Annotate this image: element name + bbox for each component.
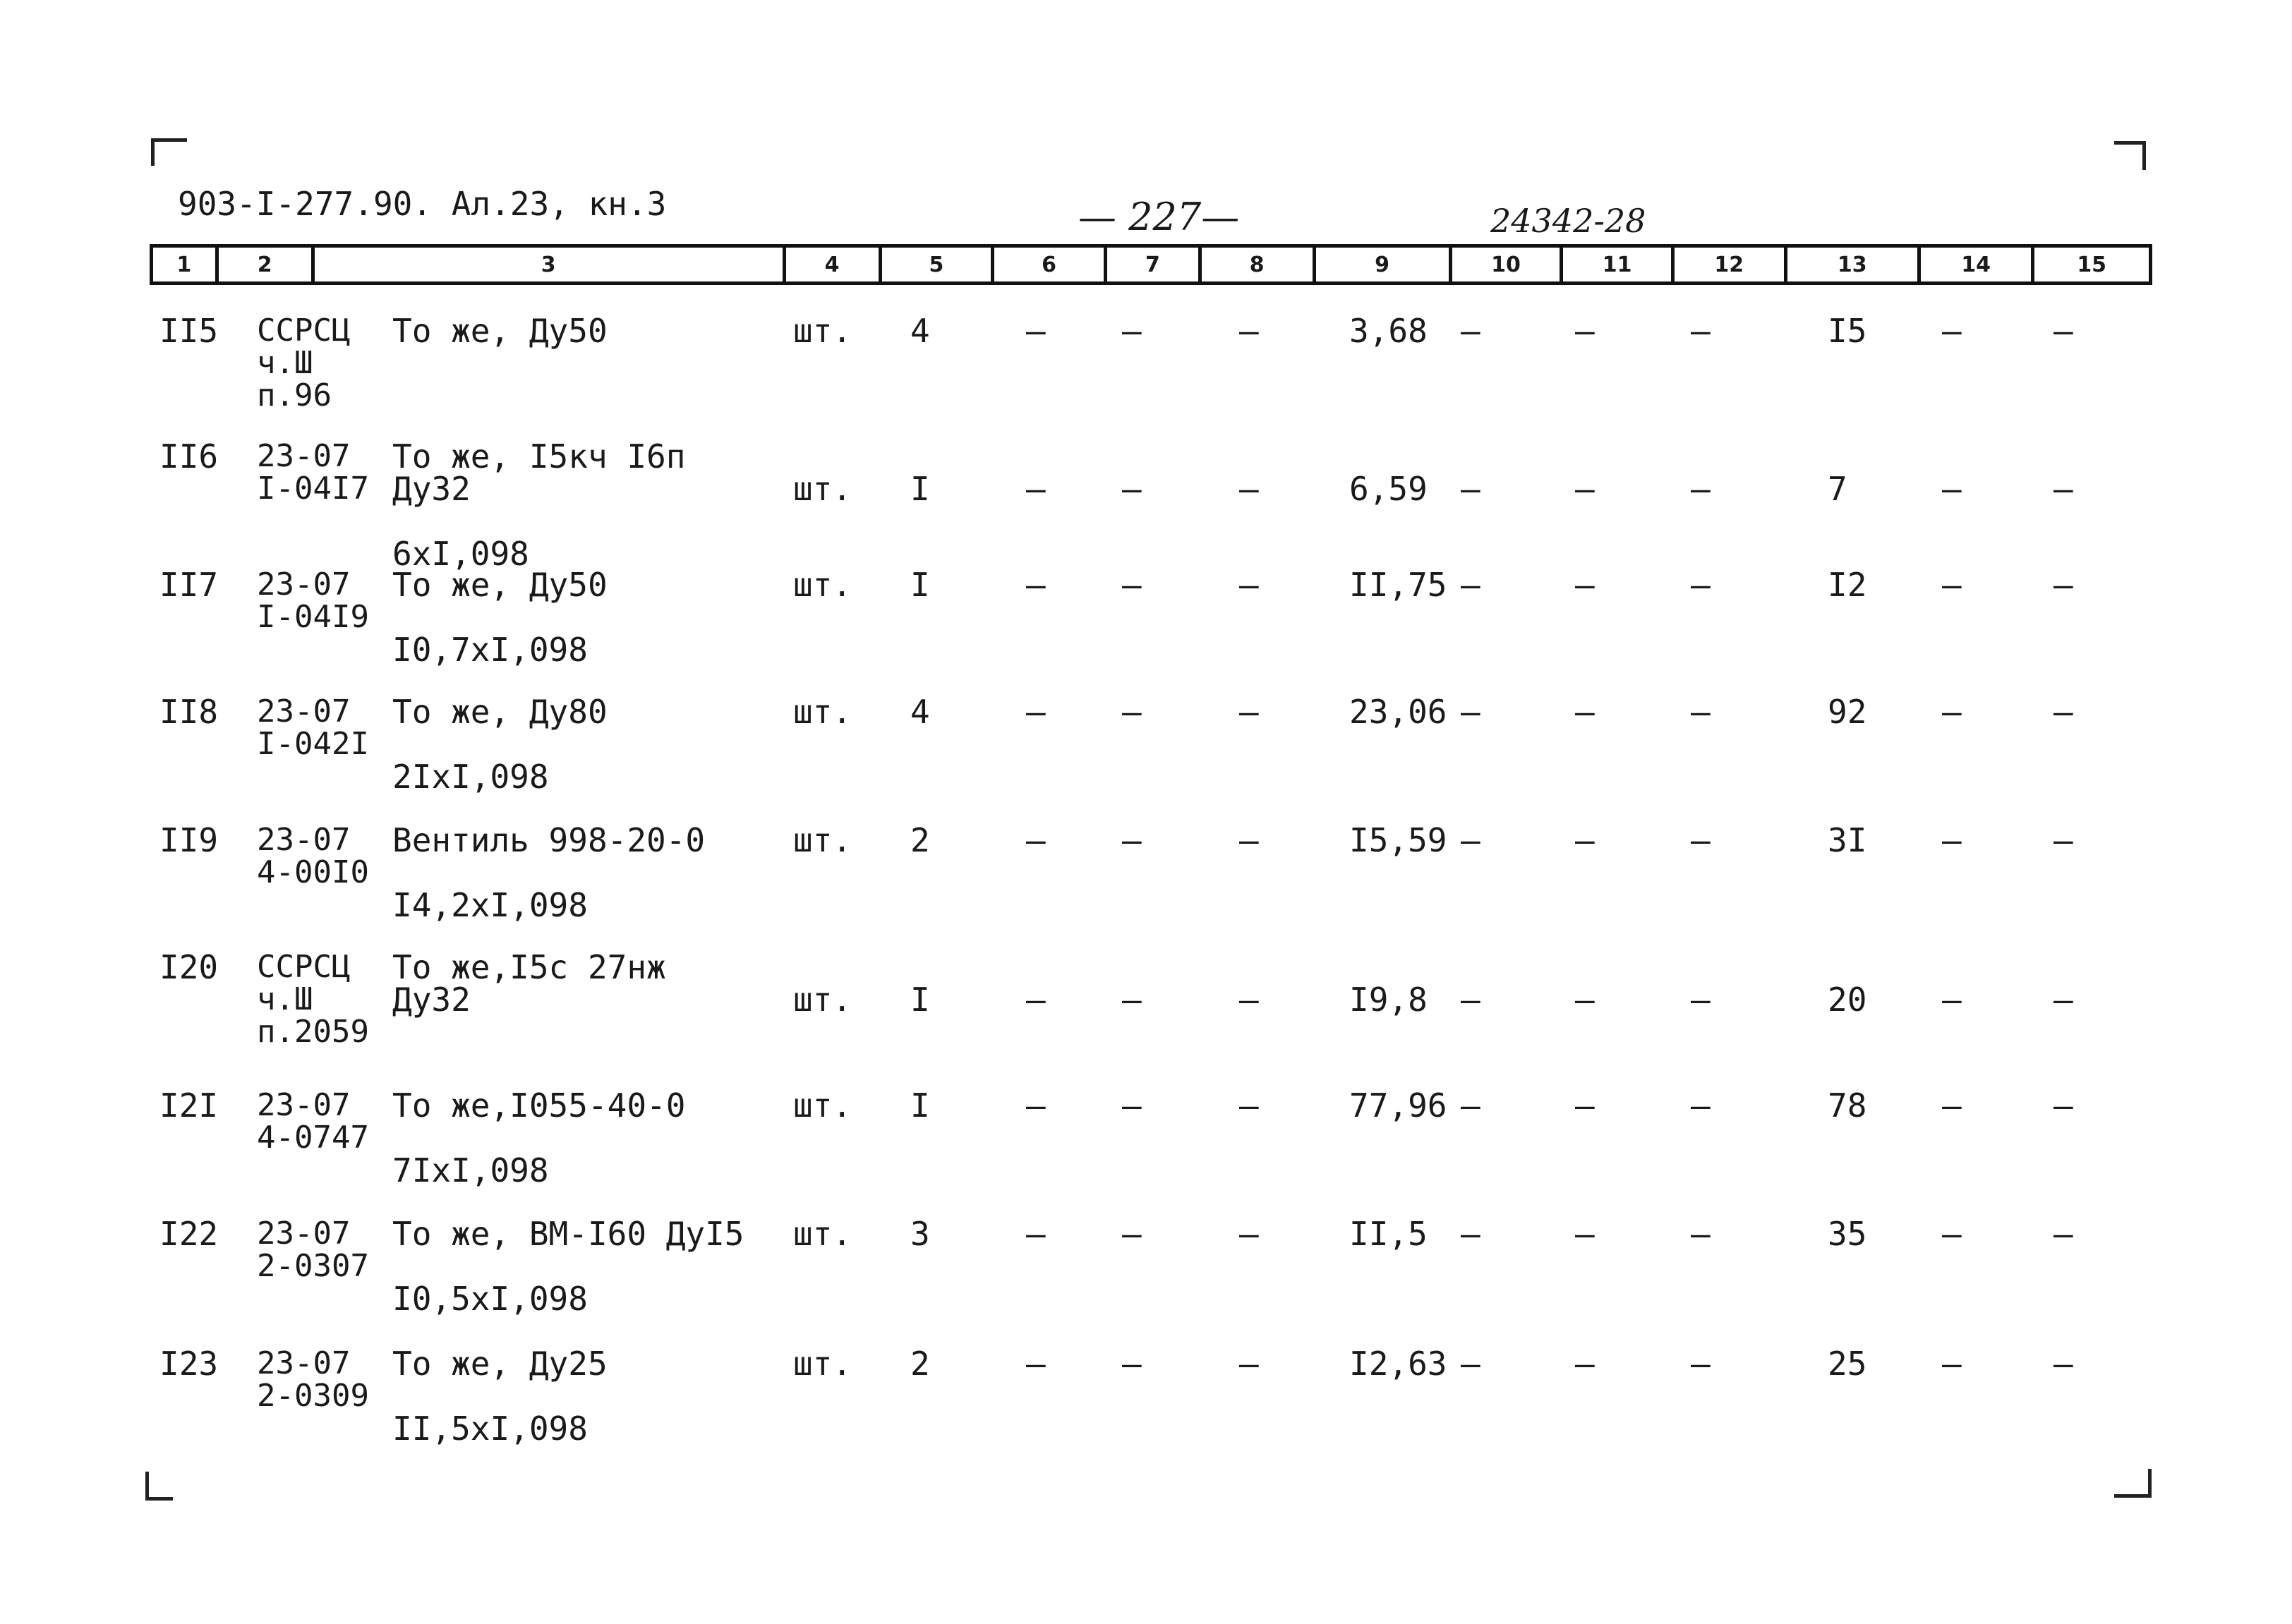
row-number: II8 <box>159 693 219 731</box>
sheet-id: 24342-28 <box>1490 202 1646 240</box>
col12-value: – <box>1691 566 1711 604</box>
col11-value: – <box>1575 1345 1595 1383</box>
col6-value: – <box>1026 821 1046 859</box>
col12-value: – <box>1691 470 1711 508</box>
row-number: II7 <box>159 566 219 604</box>
quantity: I <box>910 1086 930 1125</box>
col8-value: – <box>1239 821 1259 859</box>
item-description: То же, I5кч I6п Ду32 6хI,098 <box>392 437 686 573</box>
total-value: 35 <box>1828 1215 1867 1253</box>
col8-value: – <box>1239 566 1259 604</box>
unit-price: I9,8 <box>1349 981 1428 1019</box>
col8-value: – <box>1239 1345 1259 1383</box>
row-number: II9 <box>159 821 219 859</box>
unit-of-measure: шт. <box>793 981 852 1019</box>
col8-value: – <box>1239 312 1259 350</box>
unit-of-measure: шт. <box>793 312 852 350</box>
item-description: То же, ВМ-I60 ДуI5 I0,5хI,098 <box>392 1215 744 1318</box>
col6-value: – <box>1026 693 1046 731</box>
col12-value: – <box>1691 312 1711 350</box>
col6-value: – <box>1026 312 1046 350</box>
col10-value: – <box>1461 693 1480 731</box>
table-row <box>0 566 2292 696</box>
col14-value: – <box>1942 1345 1962 1383</box>
document-code: 903-I-277.90. Ал.23, кн.3 <box>178 185 667 223</box>
total-value: I5 <box>1828 312 1867 350</box>
column-header-13: 13 <box>1787 248 1921 281</box>
quantity: 2 <box>910 821 930 859</box>
total-value: 92 <box>1828 693 1867 731</box>
total-value: 25 <box>1828 1345 1867 1383</box>
resource-code: ССРСЦ ч.Ш п.96 <box>257 313 351 413</box>
col11-value: – <box>1575 693 1595 731</box>
col6-value: – <box>1026 1215 1046 1253</box>
col11-value: – <box>1575 566 1595 604</box>
column-header-5: 5 <box>882 248 995 281</box>
table-row <box>0 1347 2292 1474</box>
col12-value: – <box>1691 981 1711 1019</box>
col10-value: – <box>1461 470 1480 508</box>
col7-value: – <box>1122 1086 1142 1125</box>
col7-value: – <box>1122 981 1142 1019</box>
col8-value: – <box>1239 470 1259 508</box>
col14-value: – <box>1942 1215 1962 1253</box>
col7-value: – <box>1122 821 1142 859</box>
unit-price: 77,96 <box>1349 1086 1447 1125</box>
unit-price: II,5 <box>1349 1215 1428 1253</box>
unit-price: 6,59 <box>1349 470 1428 508</box>
total-value: 20 <box>1828 981 1867 1019</box>
resource-code: 23-07 2-0307 <box>257 1216 369 1284</box>
col11-value: – <box>1575 470 1595 508</box>
column-header-1: 1 <box>153 248 219 281</box>
resource-code: 23-07 I-042I <box>257 693 369 762</box>
quantity: I <box>910 981 930 1019</box>
unit-of-measure: шт. <box>793 1086 852 1125</box>
table-row <box>0 437 2292 573</box>
unit-of-measure: шт. <box>793 693 852 731</box>
table-row <box>0 948 2292 1078</box>
col6-value: – <box>1026 1086 1046 1125</box>
resource-code: ССРСЦ ч.Ш п.2059 <box>257 949 369 1050</box>
column-header-14: 14 <box>1921 248 2035 281</box>
col14-value: – <box>1942 1086 1962 1125</box>
unit-of-measure: шт. <box>793 470 852 508</box>
col10-value: – <box>1461 981 1480 1019</box>
col10-value: – <box>1461 821 1480 859</box>
item-description: То же, Ду50 I0,7хI,098 <box>392 566 608 669</box>
row-number: I23 <box>159 1345 219 1383</box>
col15-value: – <box>2053 981 2073 1019</box>
column-header-11: 11 <box>1563 248 1675 281</box>
col12-value: – <box>1691 693 1711 731</box>
col14-value: – <box>1942 470 1962 508</box>
col15-value: – <box>2053 470 2073 508</box>
col12-value: – <box>1691 1086 1711 1125</box>
item-description: То же,I055-40-0 7IхI,098 <box>392 1086 686 1189</box>
col12-value: – <box>1691 1215 1711 1253</box>
column-header-12: 12 <box>1675 248 1787 281</box>
table-row <box>0 1215 2292 1345</box>
column-header-15: 15 <box>2077 252 2107 277</box>
col15-value: – <box>2053 1215 2073 1253</box>
total-value: 78 <box>1828 1086 1867 1125</box>
col7-value: – <box>1122 312 1142 350</box>
col10-value: – <box>1461 1086 1480 1125</box>
page-number: — 227— <box>1078 195 1240 239</box>
col12-value: – <box>1691 1345 1711 1383</box>
col8-value: – <box>1239 693 1259 731</box>
column-header-9: 9 <box>1316 248 1452 281</box>
column-header-3: 3 <box>315 248 786 281</box>
quantity: 3 <box>910 1215 930 1253</box>
col11-value: – <box>1575 821 1595 859</box>
column-header-2: 2 <box>219 248 315 281</box>
unit-price: 3,68 <box>1349 312 1428 350</box>
col10-value: – <box>1461 566 1480 604</box>
unit-of-measure: шт. <box>793 566 852 604</box>
total-value: I2 <box>1828 566 1867 604</box>
col10-value: – <box>1461 1345 1480 1383</box>
item-description: То же, Ду80 2IхI,098 <box>392 693 608 796</box>
col15-value: – <box>2053 566 2073 604</box>
table-row <box>0 1086 2292 1216</box>
col12-value: – <box>1691 821 1711 859</box>
resource-code: 23-07 I-04I9 <box>257 566 369 635</box>
unit-price: I5,59 <box>1349 821 1447 859</box>
col6-value: – <box>1026 566 1046 604</box>
resource-code: 23-07 2-0309 <box>257 1345 369 1414</box>
row-number: II5 <box>159 312 219 350</box>
col7-value: – <box>1122 566 1142 604</box>
unit-of-measure: шт. <box>793 821 852 859</box>
col11-value: – <box>1575 1086 1595 1125</box>
unit-of-measure: шт. <box>793 1345 852 1383</box>
col15-value: – <box>2053 821 2073 859</box>
col8-value: – <box>1239 981 1259 1019</box>
col8-value: – <box>1239 1215 1259 1253</box>
table-row <box>0 312 2292 442</box>
column-header-10: 10 <box>1452 248 1564 281</box>
item-description: То же, Ду50 <box>392 312 608 350</box>
column-header-8: 8 <box>1202 248 1316 281</box>
row-number: I20 <box>159 948 219 986</box>
column-header-6: 6 <box>994 248 1107 281</box>
item-description: Вентиль 998-20-0 I4,2хI,098 <box>392 821 706 924</box>
quantity: I <box>910 566 930 604</box>
quantity: I <box>910 470 930 508</box>
row-number: II6 <box>159 437 219 475</box>
col15-value: – <box>2053 312 2073 350</box>
col14-value: – <box>1942 981 1962 1019</box>
table-row <box>0 821 2292 951</box>
col15-value: – <box>2053 1086 2073 1125</box>
col15-value: – <box>2053 1345 2073 1383</box>
unit-price: II,75 <box>1349 566 1447 604</box>
col8-value: – <box>1239 1086 1259 1125</box>
col14-value: – <box>1942 821 1962 859</box>
col6-value: – <box>1026 981 1046 1019</box>
unit-price: I2,63 <box>1349 1345 1447 1383</box>
unit-price: 23,06 <box>1349 693 1447 731</box>
total-value: 7 <box>1828 470 1847 508</box>
quantity: 2 <box>910 1345 930 1383</box>
resource-code: 23-07 4-00I0 <box>257 822 369 890</box>
table-row <box>0 693 2292 823</box>
resource-code: 23-07 I-04I7 <box>257 438 369 507</box>
col6-value: – <box>1026 1345 1046 1383</box>
col11-value: – <box>1575 981 1595 1019</box>
col10-value: – <box>1461 1215 1480 1253</box>
row-number: I2I <box>159 1086 219 1125</box>
col15-value: – <box>2053 693 2073 731</box>
col14-value: – <box>1942 312 1962 350</box>
item-description: То же, Ду25 II,5хI,098 <box>392 1345 608 1448</box>
col7-value: – <box>1122 470 1142 508</box>
col7-value: – <box>1122 1215 1142 1253</box>
column-header-7: 7 <box>1107 248 1202 281</box>
total-value: 3I <box>1828 821 1867 859</box>
column-header-4: 4 <box>786 248 882 281</box>
row-number: I22 <box>159 1215 219 1253</box>
col7-value: – <box>1122 1345 1142 1383</box>
col6-value: – <box>1026 470 1046 508</box>
col7-value: – <box>1122 693 1142 731</box>
quantity: 4 <box>910 693 930 731</box>
col14-value: – <box>1942 566 1962 604</box>
col11-value: – <box>1575 312 1595 350</box>
col14-value: – <box>1942 693 1962 731</box>
col10-value: – <box>1461 312 1480 350</box>
item-description: То же,I5с 27нж Ду32 <box>392 948 666 1019</box>
resource-code: 23-07 4-0747 <box>257 1087 369 1156</box>
quantity: 4 <box>910 312 930 350</box>
unit-of-measure: шт. <box>793 1215 852 1253</box>
col11-value: – <box>1575 1215 1595 1253</box>
